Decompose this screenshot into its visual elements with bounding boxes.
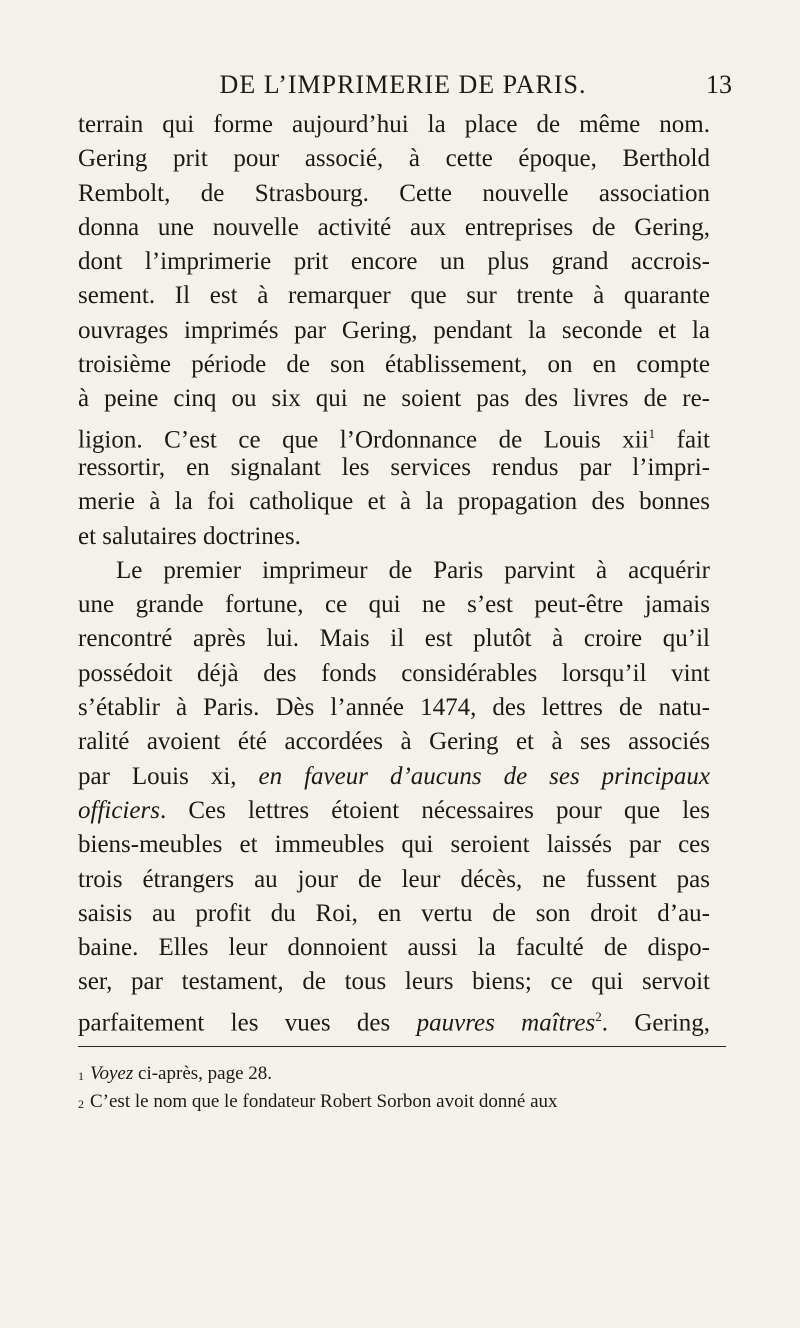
- footnote-marker: 1: [78, 1069, 84, 1083]
- body-text: [78, 108, 711, 1037]
- text-line: Gering prit pour associé, à cette époque, Berthold: [78, 145, 710, 173]
- text-line: ressortir, en signalant les services rendus par l’impri-: [78, 453, 710, 481]
- footnote: $^2$ C’est le nom que le fondateur Robert Sorbon avoit donné aux: [78, 1091, 558, 1112]
- footnote-ref: 2: [595, 1008, 602, 1024]
- text-line: ralité avoient été accordées à Gering et à ses associés: [78, 728, 710, 756]
- text-line: une grande fortune, ce qui ne s’est peut-être jamais: [78, 591, 710, 619]
- text-line: dont l’imprimerie prit encore un plus grand accrois-: [78, 248, 710, 276]
- text-line: ligion. C’est ce que l’Ordonnance de Louis xii$^1$ fait: [78, 425, 710, 453]
- text-line: baine. Elles leur donnoient aussi la faculté de dispo-: [78, 934, 710, 962]
- text-line: ouvrages imprimés par Gering, pendant la seconde et la: [78, 316, 710, 344]
- text-line: parfaitement les vues des pauvres maîtres$^2$. Gering,: [78, 1008, 711, 1037]
- text-line: Rembolt, de Strasbourg. Cette nouvelle association: [78, 179, 710, 207]
- footnote: $^1$ Voyez ci-après, page 28.: [78, 1063, 273, 1084]
- footnote-ref: 1: [648, 425, 656, 441]
- text-line: biens-meubles et immeubles qui seroient laissés par ces: [78, 831, 710, 859]
- text-line: merie à la foi catholique et à la propagation des bonnes: [78, 488, 710, 516]
- text-line: s’établir à Paris. Dès l’année 1474, des lettres de natu-: [78, 694, 710, 722]
- running-head: [78, 70, 732, 110]
- text-line: donna une nouvelle activité aux entreprises de Gering,: [78, 213, 710, 241]
- text-line: à peine cinq ou six qui ne soient pas des livres de re-: [78, 385, 710, 413]
- running-head-title: DE L’IMPRIMERIE DE PARIS.: [219, 70, 587, 99]
- footnote-divider: [78, 1046, 726, 1047]
- text-line: officiers. Ces lettres étoient nécessaires pour que les: [78, 796, 710, 824]
- text-line: saisis au profit du Roi, en vertu de son droit d’au-: [78, 899, 710, 927]
- page-number: 13: [706, 70, 732, 99]
- text-line: rencontré après lui. Mais il est plutôt à croire qu’il: [78, 625, 710, 653]
- text-line: troisième période de son établissement, on en compte: [78, 351, 710, 379]
- text-line: possédoit déjà des fonds considérables lorsqu’il vint: [78, 659, 710, 687]
- text-line: trois étrangers au jour de leur décès, ne fussent pas: [78, 865, 710, 893]
- text-line: Le premier imprimeur de Paris parvint à acquérir: [116, 556, 710, 584]
- footnotes: [78, 1060, 726, 1116]
- text-line: par Louis xi, en faveur d’aucuns de ses principaux: [78, 762, 710, 790]
- text-line: sement. Il est à remarquer que sur trente à quarante: [78, 282, 710, 310]
- footnote-marker: 2: [78, 1097, 84, 1111]
- text-line: et salutaires doctrines.: [78, 522, 301, 550]
- text-line: ser, par testament, de tous leurs biens; ce qui servoit: [78, 968, 710, 996]
- text-line: terrain qui forme aujourd’hui la place de même nom.: [78, 111, 710, 138]
